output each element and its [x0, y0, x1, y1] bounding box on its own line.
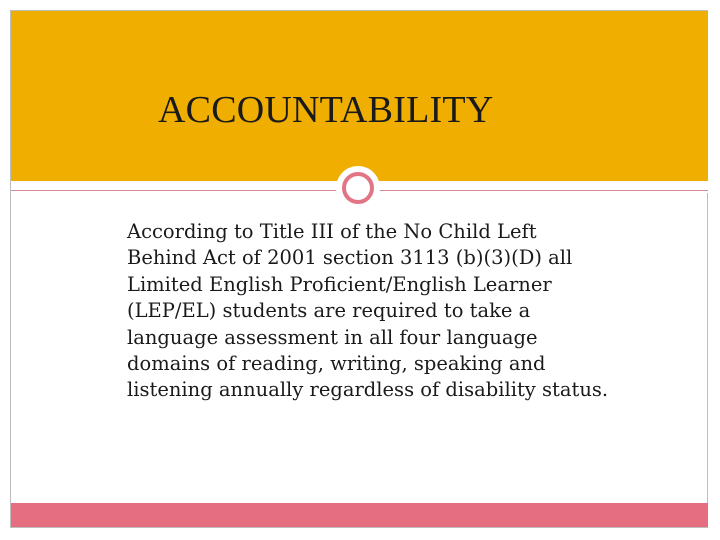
body-line: According to Title III of the No Child Left	[127, 220, 537, 243]
body-line: listening annually regardless of disability status.	[127, 378, 609, 402]
body-text	[127, 219, 667, 404]
body-line: (LEP/EL) students are required to take a	[127, 299, 531, 323]
slide-title: ACCOUNTABILITY	[158, 89, 494, 131]
body-line: Limited English Proficient/English Learner	[127, 272, 552, 296]
body-line: Behind Act of 2001 section 3113 (b)(3)(D) all	[127, 246, 573, 270]
footer-band	[11, 503, 708, 527]
body-line: language assessment in all four language	[127, 325, 538, 349]
body-line: domains of reading, writing, speaking and	[127, 352, 546, 376]
ornament	[336, 166, 380, 210]
circle-ring-icon	[342, 172, 374, 204]
